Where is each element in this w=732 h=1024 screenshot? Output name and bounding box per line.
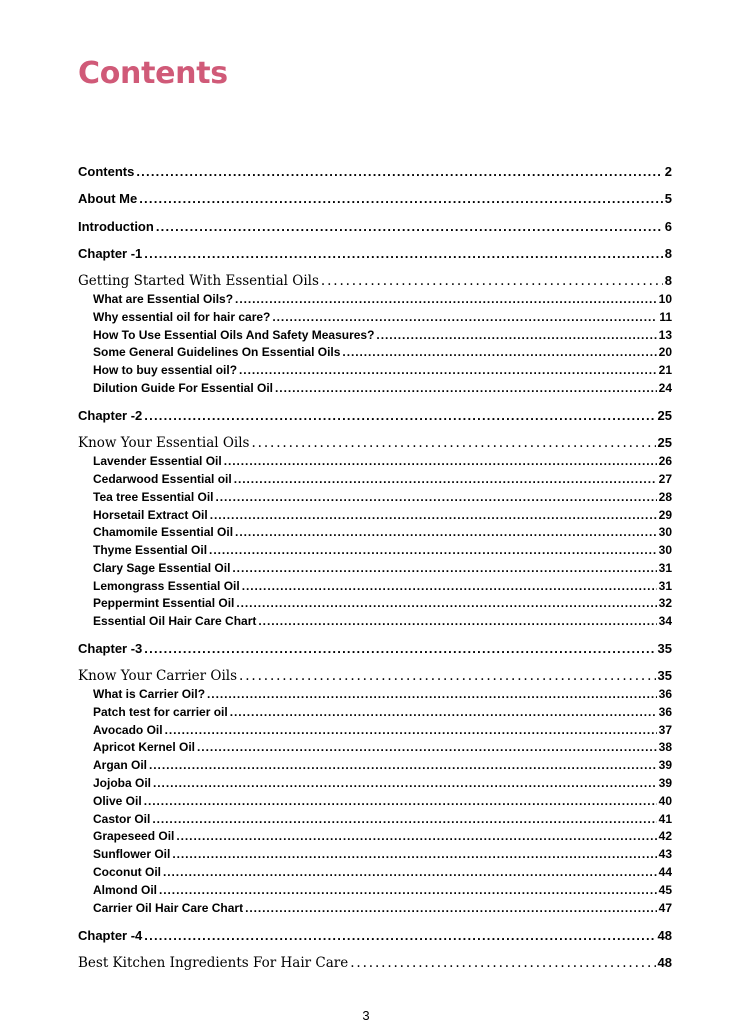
toc-entry-title: How to buy essential oil?	[93, 363, 238, 377]
toc-entry[interactable]	[93, 525, 672, 539]
toc-entry-page: 8	[664, 273, 672, 288]
toc-entry[interactable]	[93, 776, 672, 790]
dot-leader	[207, 687, 657, 701]
toc-entry-page: 31	[658, 579, 672, 593]
toc-entry-title: Cedarwood Essential oil	[93, 472, 232, 486]
toc-entry-title: Some General Guidelines On Essential Oils	[93, 345, 341, 359]
toc-entry[interactable]	[93, 561, 672, 575]
toc-entry-page: 5	[664, 191, 672, 206]
page-number: 3	[362, 1008, 370, 1023]
toc-entry-title: Argan Oil	[93, 758, 148, 772]
dot-leader	[239, 668, 656, 684]
dot-leader	[242, 579, 657, 593]
toc-entry-page: 30	[658, 525, 672, 539]
toc-entry-title: Chapter -4	[78, 928, 143, 943]
toc-entry-page: 43	[658, 847, 672, 861]
dot-leader	[156, 219, 663, 234]
toc-entry-page: 35	[657, 668, 672, 683]
toc-entry[interactable]	[93, 328, 672, 342]
toc-entry[interactable]	[93, 847, 672, 861]
toc-entry-page: 6	[664, 219, 672, 234]
toc-entry[interactable]	[93, 687, 672, 701]
toc-entry[interactable]	[78, 219, 672, 234]
toc-entry[interactable]	[78, 668, 672, 684]
toc-entry-page: 13	[658, 328, 672, 342]
dot-leader	[376, 328, 656, 342]
toc-entry-title: Introduction	[78, 219, 154, 234]
toc-entry-title: Chapter -1	[78, 246, 143, 261]
toc-entry-title: Peppermint Essential Oil	[93, 596, 235, 610]
toc-entry-title: Coconut Oil	[93, 865, 161, 879]
toc-entry-title: How To Use Essential Oils And Safety Measures?	[93, 328, 375, 342]
dot-leader	[176, 829, 656, 843]
toc-entry-title: Apricot Kernel Oil	[93, 740, 196, 754]
toc-entry-page: 36	[658, 705, 672, 719]
toc-entry-page: 2	[664, 164, 672, 179]
toc-entry-page: 24	[658, 381, 672, 395]
toc-entry-title: Dilution Guide For Essential Oil	[93, 381, 274, 395]
toc-entry-title: Know Your Carrier Oils	[78, 668, 238, 684]
dot-leader	[210, 508, 657, 522]
toc-entry[interactable]	[78, 955, 672, 971]
dot-leader	[139, 191, 663, 206]
dot-leader	[172, 847, 656, 861]
toc-entry-title: What are Essential Oils?	[93, 292, 234, 306]
toc-entry-page: 27	[658, 472, 672, 486]
toc-entry-title: What is Carrier Oil?	[93, 687, 206, 701]
dot-leader	[350, 955, 655, 971]
toc-entry-page: 8	[664, 246, 672, 261]
dot-leader	[234, 472, 657, 486]
toc-entry-page: 20	[658, 345, 672, 359]
dot-leader	[149, 758, 657, 772]
dot-leader	[209, 543, 657, 557]
dot-leader	[159, 883, 657, 897]
dot-leader	[272, 310, 657, 324]
toc-entry[interactable]	[78, 191, 672, 206]
toc-entry[interactable]	[93, 543, 672, 557]
toc-entry-title: Contents	[78, 164, 135, 179]
toc-entry[interactable]	[93, 723, 672, 737]
toc-entry[interactable]	[93, 345, 672, 359]
toc-entry[interactable]	[78, 273, 672, 289]
toc-entry-title: Tea tree Essential Oil	[93, 490, 214, 504]
dot-leader	[321, 273, 663, 289]
toc-entry-page: 37	[658, 723, 672, 737]
dot-leader	[236, 596, 656, 610]
toc-entry-page: 30	[658, 543, 672, 557]
toc-entry[interactable]	[78, 435, 672, 451]
toc-entry-page: 41	[658, 812, 672, 826]
toc-entry-title: Essential Oil Hair Care Chart	[93, 614, 257, 628]
toc-entry[interactable]	[93, 490, 672, 504]
dot-leader	[152, 812, 656, 826]
dot-leader	[235, 292, 657, 306]
dot-leader	[258, 614, 656, 628]
toc-entry[interactable]	[93, 579, 672, 593]
dot-leader	[232, 561, 656, 575]
toc-entry-page: 44	[658, 865, 672, 879]
toc-entry-title: Chapter -3	[78, 641, 143, 656]
toc-entry[interactable]	[93, 812, 672, 826]
page-title: Contents	[78, 56, 228, 91]
dot-leader	[216, 490, 657, 504]
toc-entry-page: 45	[658, 883, 672, 897]
toc-entry-page: 35	[657, 641, 672, 656]
toc-entry[interactable]	[93, 454, 672, 468]
dot-leader	[144, 408, 655, 423]
dot-leader	[153, 776, 657, 790]
toc-entry[interactable]	[93, 794, 672, 808]
toc-entry[interactable]	[93, 614, 672, 628]
dot-leader	[252, 435, 656, 451]
toc-entry-page: 28	[658, 490, 672, 504]
dot-leader	[235, 525, 657, 539]
dot-leader	[239, 363, 657, 377]
toc-entry-title: Best Kitchen Ingredients For Hair Care	[78, 955, 349, 971]
toc-entry[interactable]	[93, 472, 672, 486]
toc-entry[interactable]	[93, 901, 672, 915]
toc-entry-page: 39	[658, 758, 672, 772]
toc-entry-title: Olive Oil	[93, 794, 142, 808]
toc-entry-page: 36	[658, 687, 672, 701]
dot-leader	[245, 901, 657, 915]
toc-entry[interactable]	[78, 164, 672, 179]
toc-entry[interactable]	[93, 381, 672, 395]
toc-entry[interactable]	[93, 292, 672, 306]
toc-entry-title: Horsetail Extract Oil	[93, 508, 208, 522]
toc-entry-title: Patch test for carrier oil	[93, 705, 228, 719]
toc-entry[interactable]	[78, 928, 672, 943]
toc-entry-title: Avocado Oil	[93, 723, 163, 737]
dot-leader	[144, 928, 655, 943]
dot-leader	[275, 381, 657, 395]
toc-entry[interactable]	[93, 758, 672, 772]
toc-entry-title: Lavender Essential Oil	[93, 454, 222, 468]
toc-entry[interactable]	[78, 408, 672, 423]
toc-entry-title: Know Your Essential Oils	[78, 435, 250, 451]
toc-entry-title: Lemongrass Essential Oil	[93, 579, 240, 593]
toc-entry-page: 34	[658, 614, 672, 628]
dot-leader	[224, 454, 657, 468]
toc-entry-title: About Me	[78, 191, 138, 206]
toc-entry-page: 25	[657, 408, 672, 423]
dot-leader	[230, 705, 657, 719]
toc-entry-page: 48	[657, 955, 672, 970]
dot-leader	[144, 246, 662, 261]
toc-entry-title: Why essential oil for hair care?	[93, 310, 271, 324]
toc-entry-page: 32	[658, 596, 672, 610]
toc-entry-title: Sunflower Oil	[93, 847, 171, 861]
toc-entry-title: Almond Oil	[93, 883, 157, 897]
dot-leader	[136, 164, 662, 179]
toc-entry-page: 39	[658, 776, 672, 790]
toc-entry-page: 40	[658, 794, 672, 808]
dot-leader	[165, 723, 657, 737]
toc-entry[interactable]	[93, 705, 672, 719]
toc-entry-page: 10	[658, 292, 672, 306]
toc-entry-page: 25	[657, 435, 672, 450]
toc-entry-page: 11	[659, 310, 672, 324]
toc-entry[interactable]	[78, 246, 672, 261]
toc-entry-page: 31	[658, 561, 672, 575]
toc-entry-title: Chamomile Essential Oil	[93, 525, 234, 539]
toc-entry-page: 42	[658, 829, 672, 843]
toc-entry[interactable]	[93, 596, 672, 610]
toc-entry[interactable]	[78, 641, 672, 656]
toc-entry[interactable]	[93, 363, 672, 377]
toc-entry-page: 26	[658, 454, 672, 468]
toc-entry[interactable]	[93, 508, 672, 522]
toc-entry[interactable]	[93, 865, 672, 879]
toc-entry-title: Grapeseed Oil	[93, 829, 175, 843]
toc-entry-title: Chapter -2	[78, 408, 143, 423]
toc-entry[interactable]	[93, 883, 672, 897]
toc-entry-page: 21	[658, 363, 672, 377]
toc-entry-page: 29	[658, 508, 672, 522]
toc-entry-title: Clary Sage Essential Oil	[93, 561, 231, 575]
toc-entry[interactable]	[93, 740, 672, 754]
toc-entry-title: Thyme Essential Oil	[93, 543, 208, 557]
dot-leader	[144, 641, 655, 656]
toc-entry-title: Castor Oil	[93, 812, 151, 826]
toc-entry[interactable]	[93, 310, 672, 324]
toc-entry-page: 48	[657, 928, 672, 943]
dot-leader	[342, 345, 656, 359]
dot-leader	[197, 740, 657, 754]
dot-leader	[163, 865, 657, 879]
toc-entry-page: 38	[658, 740, 672, 754]
dot-leader	[144, 794, 657, 808]
toc-entry-title: Jojoba Oil	[93, 776, 152, 790]
toc-entry-title: Getting Started With Essential Oils	[78, 273, 319, 289]
toc-entry[interactable]	[93, 829, 672, 843]
toc-entry-title: Carrier Oil Hair Care Chart	[93, 901, 244, 915]
toc-entry-page: 47	[658, 901, 672, 915]
